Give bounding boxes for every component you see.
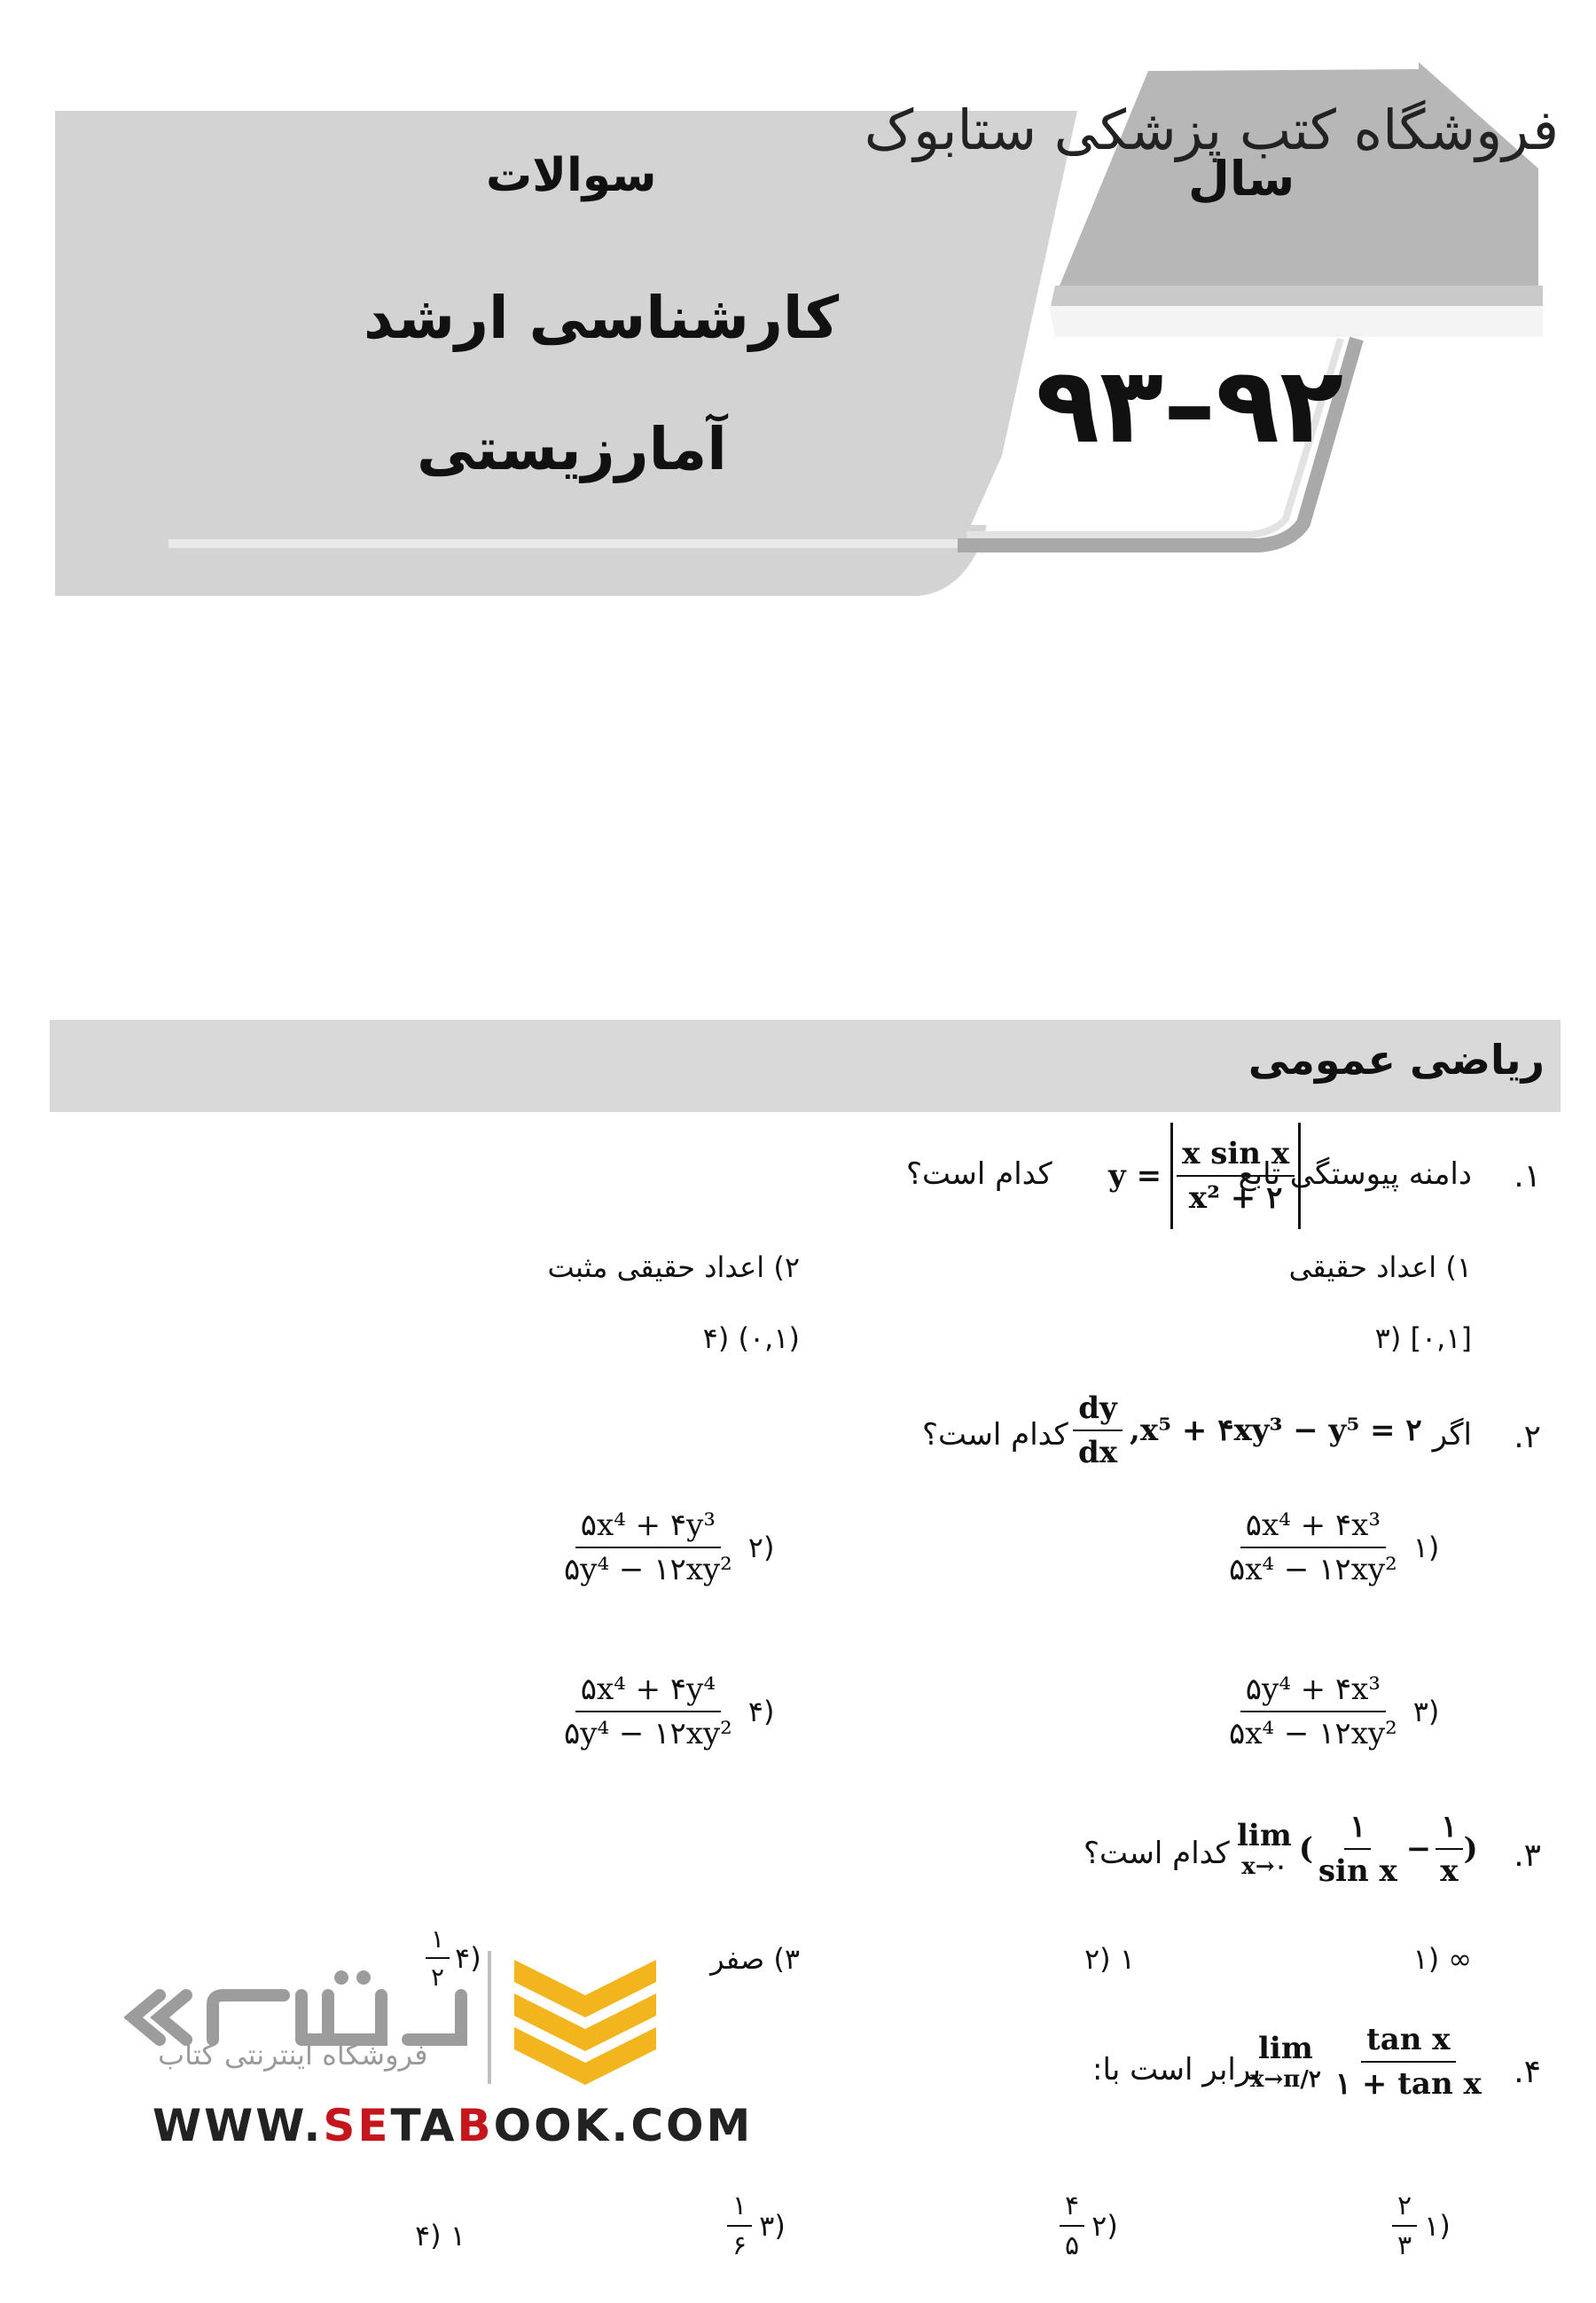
q2-option-4 — [559, 1672, 774, 1751]
q3-option-4-num: ۱ — [426, 1924, 450, 1959]
q3-formula: lim x→۰ ( $\frac{۱}{\text{sin x}}$ − $\frac{۱}{x}$ ) — [1237, 1809, 1478, 1889]
q4-fraction — [1330, 2022, 1487, 2102]
q4-option-3 — [727, 2190, 786, 2261]
logo-dots-icon — [334, 1970, 371, 1985]
q2-dx: dx — [1078, 1435, 1118, 1470]
q3-limit — [1237, 1818, 1292, 1880]
q2-option-1 — [1224, 1508, 1439, 1587]
q3-option-2: ۲) ۱ — [1084, 1942, 1135, 1976]
q4-option-4: ۴) ۱ — [414, 2219, 466, 2252]
exam-years: ۹۳–۹۲ — [1036, 344, 1344, 466]
field-title: آمارزیستی — [417, 415, 727, 483]
year-strip-shadow — [1051, 286, 1543, 306]
q3-frac-1 — [1313, 1809, 1403, 1889]
url-part-2: SE — [323, 2100, 391, 2151]
q2-option-2 — [559, 1508, 774, 1587]
q4-formula — [1250, 2022, 1487, 2102]
q1-lhs: y = — [1108, 1158, 1162, 1194]
q1-abs — [1170, 1123, 1301, 1229]
q4-number: .۴ — [1514, 2054, 1541, 2090]
year-strip — [1049, 306, 1543, 337]
q1-fraction — [1177, 1136, 1295, 1216]
q3-frac-2-num: ۱ — [1436, 1809, 1462, 1850]
q1-text: دامنه پیوستگی تابع — [1238, 1156, 1472, 1192]
q2-derivative — [1073, 1390, 1123, 1470]
q3-frac-1-den: sin x — [1318, 1853, 1397, 1889]
url-part-5: OOK.COM — [493, 2100, 754, 2151]
q1-number: .۱ — [1514, 1158, 1541, 1195]
q4-lim: lim — [1257, 2031, 1313, 2066]
questions-label: سوالات — [486, 149, 657, 202]
q1-text-end: کدام است؟ — [906, 1156, 1052, 1192]
q2-formula: $\frac{dy}{dx}$ , x⁵ + ۴xy³ − y⁵ = ۲ — [1073, 1390, 1422, 1470]
q2-option-3-frac — [1224, 1672, 1403, 1751]
degree-title: کارشناسی ارشد — [364, 284, 840, 352]
q2-option-2-num: ۵x⁴ + ۴y³ — [575, 1508, 721, 1548]
watermark-url — [153, 2100, 753, 2151]
q2-dy: dy — [1073, 1390, 1123, 1431]
year-label: سال — [1188, 151, 1295, 207]
q3-option-4-label: ۴) — [455, 1941, 481, 1975]
url-part-4: B — [457, 2100, 494, 2151]
q4-option-2-den: ۵ — [1065, 2230, 1080, 2261]
q2-option-2-den: ۵y⁴ − ۱۲xy² — [564, 1552, 732, 1587]
watermark-subtitle: فروشگاه اینترنتی کتاب — [158, 2038, 428, 2072]
q2-option-3-label: ۳) — [1412, 1695, 1440, 1728]
q2-option-3-num: ۵y⁴ + ۴x³ — [1240, 1672, 1386, 1712]
q3-option-3: ۳) صفر — [710, 1942, 800, 1976]
q2-option-4-den: ۵y⁴ − ۱۲xy² — [564, 1716, 732, 1751]
logo-chevrons-icon — [514, 1960, 656, 2085]
q2-text-end: کدام است؟ — [922, 1417, 1068, 1453]
q3-number: .۳ — [1514, 1837, 1541, 1874]
q4-option-2-frac — [1060, 2190, 1084, 2261]
q4-option-3-frac — [727, 2190, 752, 2261]
q4-lim-sub: x→π/۲ — [1250, 2066, 1321, 2093]
q3-frac-2 — [1435, 1809, 1463, 1889]
q3-option-1: ۱) ∞ — [1412, 1942, 1472, 1976]
q1-num: x sin x — [1177, 1136, 1295, 1177]
q2-option-1-den: ۵x⁴ − ۱۲xy² — [1229, 1552, 1397, 1587]
q2-option-4-num: ۵x⁴ + ۴y⁴ — [575, 1672, 721, 1712]
q3-lim-sub: x→۰ — [1241, 1853, 1287, 1880]
q2-option-1-num: ۵x⁴ + ۴x³ — [1240, 1508, 1386, 1548]
q1-option-3: ۳) [۰,۱] — [1374, 1321, 1472, 1355]
q2-option-1-label: ۱) — [1412, 1531, 1440, 1564]
url-part-1: WWW. — [153, 2100, 324, 2151]
q2-option-3-den: ۵x⁴ − ۱۲xy² — [1229, 1716, 1397, 1751]
q2-option-1-frac — [1224, 1508, 1403, 1587]
store-name: فروشگاه کتب پزشکی ستابوک — [864, 98, 1559, 162]
year-tab — [1060, 62, 1538, 286]
q4-option-1 — [1392, 2190, 1451, 2261]
q2-option-4-frac — [559, 1672, 738, 1751]
url-part-3: TA — [390, 2100, 458, 2151]
q3-option-4-den: ۲ — [431, 1962, 445, 1992]
q2-option-2-label: ۲) — [747, 1531, 775, 1564]
q1-option-2: ۲) اعداد حقیقی مثبت — [547, 1250, 800, 1284]
q2-number: .۲ — [1514, 1419, 1541, 1455]
section-title: ریاضی عمومی — [1248, 1036, 1545, 1084]
q2-option-2-frac — [559, 1508, 738, 1587]
banner-streak — [168, 539, 966, 548]
q4-option-1-frac — [1392, 2190, 1417, 2261]
q2-text: اگر — [1432, 1417, 1472, 1453]
q3-text-end: کدام است؟ — [1084, 1836, 1230, 1871]
q4-option-2 — [1060, 2190, 1118, 2261]
q3-frac-2-den: x — [1440, 1853, 1459, 1889]
q4-option-1-num: ۲ — [1392, 2190, 1417, 2227]
q1-formula — [1108, 1123, 1301, 1229]
q4-option-3-num: ۱ — [727, 2190, 752, 2227]
q4-option-2-num: ۴ — [1060, 2190, 1084, 2227]
logo-wordmark-icon — [133, 1995, 461, 2040]
q4-option-1-den: ۳ — [1397, 2230, 1412, 2261]
q4-den: ۱ + tan x — [1334, 2066, 1482, 2102]
q3-lim: lim — [1237, 1818, 1292, 1853]
q2-option-4-label: ۴) — [747, 1695, 775, 1728]
q2-equation: x⁵ + ۴xy³ − y⁵ = ۲ — [1139, 1413, 1422, 1448]
q4-option-3-label: ۳) — [759, 2209, 786, 2243]
q4-text-end: برابر است با: — [1092, 2052, 1262, 2088]
q1-option-4: ۴) (۰,۱) — [702, 1321, 800, 1355]
q4-num: tan x — [1361, 2022, 1456, 2063]
q4-option-3-den: ۶ — [732, 2230, 747, 2261]
q3-frac-1-num: ۱ — [1344, 1809, 1371, 1850]
q1-den: x² + ۲ — [1188, 1180, 1283, 1216]
q4-option-2-label: ۲) — [1091, 2209, 1118, 2243]
q2-option-3 — [1224, 1672, 1439, 1751]
q4-option-1-label: ۱) — [1424, 2209, 1451, 2243]
q1-option-1: ۱) اعداد حقیقی — [1288, 1250, 1472, 1284]
